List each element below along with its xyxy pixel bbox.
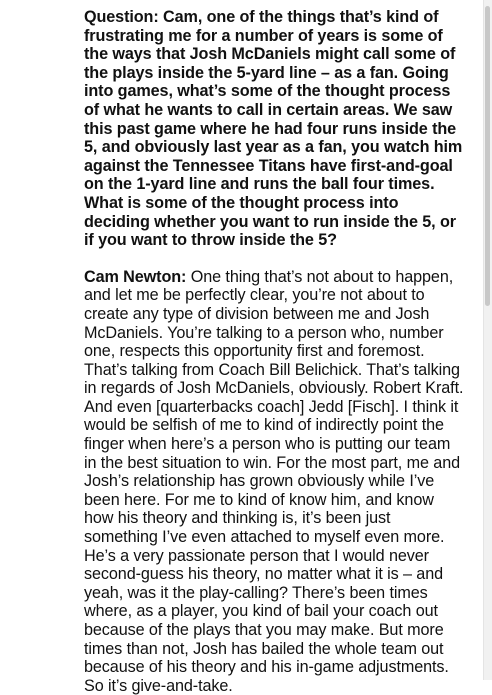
question-paragraph xyxy=(84,8,464,250)
vertical-scrollbar[interactable] xyxy=(483,0,492,680)
answer-paragraph xyxy=(84,268,464,695)
speaker-label: Cam Newton: xyxy=(84,267,187,286)
question-text: Cam, one of the things that’s kind of frustrating me for a number of years is some of the ways that Josh McDaniels might call some of the plays inside the 5-yard line – as a fan. Going into games, what’s some of the thought process of what he wants to call in certain areas. We saw this past game where he had four runs inside the 5, and obviously last year as a fan, you watch him against the Tennessee Titans have first-and-goal on the 1-yard line and runs the ball four times. What is some of the thought process into deciding whether you want to run inside the 5, or if you want to throw inside the 5? xyxy=(84,8,463,250)
answer-text: One thing that’s not about to happen, and let me be perfectly clear, you’re not about to create any type of division between me and Josh McDaniels. You’re talking to a person who, number one, respects this opportunity first and foremost. That’s talking from Coach Bill Belichick. That’s talking in regards of Josh McDaniels, obviously. Robert Kraft. And even [quarterbacks coach] Jedd [Fisch]. I think it would be selfish of me to kind of indirectly point the finger when here’s a person who is putting our team in the best situation to win. For the most part, me and Josh’s relationship has grown obviously while I’ve been here. For me to kind of know him, and know how his theory and thinking is, it’s been just something I’ve even attached to myself even more. He’s a very passionate person that I would never second-guess his theory, no matter what it is – and yeah, was it the play-calling? There’s been times where, as a player, you kind of bail your coach out because of the plays that you may make. But more times than not, Josh has bailed the whole team out because of his theory and his in-game adjustments. So it’s give-and-take. xyxy=(84,267,464,695)
scrollbar-thumb[interactable] xyxy=(485,6,490,306)
question-label: Question: xyxy=(84,8,159,26)
